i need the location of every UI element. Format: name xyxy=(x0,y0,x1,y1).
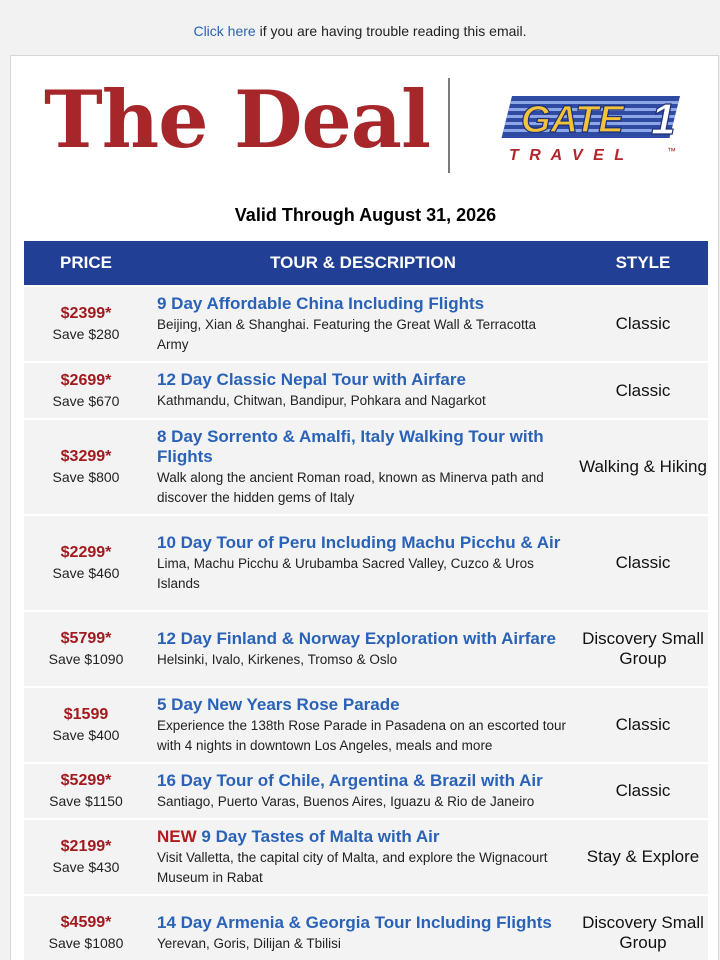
tour-cell xyxy=(148,612,578,686)
save-amount: Save $400 xyxy=(52,727,120,743)
table-row[interactable] xyxy=(24,612,708,686)
tour-title: 12 Day Classic Nepal Tour with Airfare xyxy=(157,370,466,389)
style-cell: Classic xyxy=(578,688,708,762)
tour-description: Helsinki, Ivalo, Kirkenes, Tromso & Oslo xyxy=(157,651,398,667)
table-row[interactable] xyxy=(24,420,708,514)
tour-cell xyxy=(148,516,578,610)
header-divider xyxy=(448,78,450,173)
style-cell: Discovery Small Group xyxy=(578,612,708,686)
new-badge: NEW xyxy=(157,826,197,846)
save-amount: Save $800 xyxy=(52,469,120,485)
table-row[interactable] xyxy=(24,820,708,894)
tour-cell xyxy=(148,363,578,418)
tour-title: 10 Day Tour of Peru Including Machu Picchu & Air xyxy=(157,532,561,552)
tour-title-link[interactable] xyxy=(157,533,568,553)
logo-travel-text: T R A V E L xyxy=(509,147,628,164)
table-row[interactable] xyxy=(24,688,708,762)
brand-title: The Deal xyxy=(44,73,430,166)
deals-table xyxy=(24,239,708,960)
tour-description: Yerevan, Goris, Dilijan & Tbilisi xyxy=(157,935,341,951)
tour-description: Visit Valletta, the capital city of Malta, and explore the Wignacourt Museum in Rabat xyxy=(157,849,548,885)
tour-cell xyxy=(148,688,578,762)
tour-cell xyxy=(148,287,578,361)
price-amount: $2699* xyxy=(60,371,112,389)
tour-description: Experience the 138th Rose Parade in Pasadena on an escorted tour with 4 nights in downtown Los Angeles, meals and more xyxy=(157,717,567,753)
tour-cell xyxy=(148,820,578,894)
tour-title-link[interactable] xyxy=(157,294,568,314)
price-amount: $5799* xyxy=(60,630,112,647)
click-here-link[interactable]: Click here xyxy=(193,23,256,39)
tour-title-link[interactable] xyxy=(157,695,568,715)
email-card xyxy=(10,55,719,960)
price-cell xyxy=(24,896,148,960)
tour-title-link[interactable] xyxy=(157,370,568,390)
save-amount: Save $1090 xyxy=(48,651,124,667)
table-row[interactable] xyxy=(24,764,708,818)
price-cell xyxy=(24,287,148,361)
tour-description: Santiago, Puerto Varas, Buenos Aires, Iguazu & Rio de Janeiro xyxy=(157,793,535,809)
logo-tm-text: ™ xyxy=(667,146,676,156)
save-amount: Save $280 xyxy=(52,326,120,342)
tour-title: 16 Day Tour of Chile, Argentina & Brazil with Air xyxy=(157,770,543,790)
save-amount: Save $1150 xyxy=(49,793,123,809)
style-cell: Discovery Small Group xyxy=(578,896,708,960)
table-row[interactable] xyxy=(24,896,708,960)
price-amount: $2199* xyxy=(60,838,112,855)
col-header-price: PRICE xyxy=(24,241,148,285)
price-cell xyxy=(24,612,148,686)
price-amount: $1599 xyxy=(63,706,109,723)
price-cell xyxy=(24,516,148,610)
style-cell: Classic xyxy=(578,287,708,361)
tour-title-link[interactable] xyxy=(157,427,568,467)
table-row[interactable] xyxy=(24,363,708,418)
email-trouble-note xyxy=(0,23,720,39)
col-header-style: STYLE xyxy=(578,241,708,285)
tour-cell xyxy=(148,420,578,514)
tour-title: 14 Day Armenia & Georgia Tour Including Flights xyxy=(157,912,552,932)
tour-cell xyxy=(148,764,578,818)
price-cell xyxy=(24,820,148,894)
save-amount: Save $1080 xyxy=(48,935,124,951)
tour-title: 9 Day Tastes of Malta with Air xyxy=(201,826,440,846)
price-amount: $4599* xyxy=(60,914,112,931)
style-cell: Classic xyxy=(578,363,708,418)
valid-through-text: Valid Through August 31, 2026 xyxy=(234,205,497,225)
tour-title: 9 Day Affordable China Including Flights xyxy=(157,293,485,313)
tour-description: Beijing, Xian & Shanghai. Featuring the Great Wall & Terracotta Army xyxy=(157,316,536,352)
tour-title-link[interactable] xyxy=(157,771,568,791)
table-row[interactable] xyxy=(24,516,708,610)
tour-title-link[interactable] xyxy=(157,629,568,649)
email-trouble-text: if you are having trouble reading this email. xyxy=(255,23,527,39)
tour-description: Lima, Machu Picchu & Urubamba Sacred Valley, Cuzco & Uros Islands xyxy=(157,555,534,591)
tour-cell xyxy=(148,896,578,960)
save-amount: Save $430 xyxy=(52,859,120,875)
style-cell: Walking & Hiking xyxy=(578,420,708,514)
table-row[interactable] xyxy=(24,287,708,361)
tour-description: Walk along the ancient Roman road, known as Minerva path and discover the hidden gems of Italy xyxy=(157,469,544,505)
price-cell xyxy=(24,688,148,762)
style-cell: Stay & Explore xyxy=(578,820,708,894)
tour-description: Kathmandu, Chitwan, Bandipur, Pohkara and Nagarkot xyxy=(157,393,486,408)
tour-title: 8 Day Sorrento & Amalfi, Italy Walking Tour with Flights xyxy=(157,426,544,466)
logo-gate-text: GATE xyxy=(521,99,624,141)
tour-title-link[interactable] xyxy=(157,827,568,847)
price-amount: $5299* xyxy=(60,772,112,789)
price-amount: $2399* xyxy=(60,305,112,322)
price-amount: $3299* xyxy=(60,448,112,465)
save-amount: Save $460 xyxy=(52,565,120,581)
gate1-travel-logo[interactable] xyxy=(491,92,691,166)
price-cell xyxy=(24,420,148,514)
style-cell: Classic xyxy=(578,764,708,818)
price-cell xyxy=(24,764,148,818)
save-amount: Save $670 xyxy=(52,392,120,409)
col-header-tour: TOUR & DESCRIPTION xyxy=(148,241,578,285)
style-cell: Classic xyxy=(578,516,708,610)
tour-title: 12 Day Finland & Norway Exploration with Airfare xyxy=(157,628,556,648)
price-cell xyxy=(24,363,148,418)
logo-number-text: 1 xyxy=(651,95,676,144)
price-amount: $2299* xyxy=(60,544,112,561)
tour-title: 5 Day New Years Rose Parade xyxy=(157,694,400,714)
tour-title-link[interactable] xyxy=(157,913,568,933)
table-header-row xyxy=(24,241,708,285)
